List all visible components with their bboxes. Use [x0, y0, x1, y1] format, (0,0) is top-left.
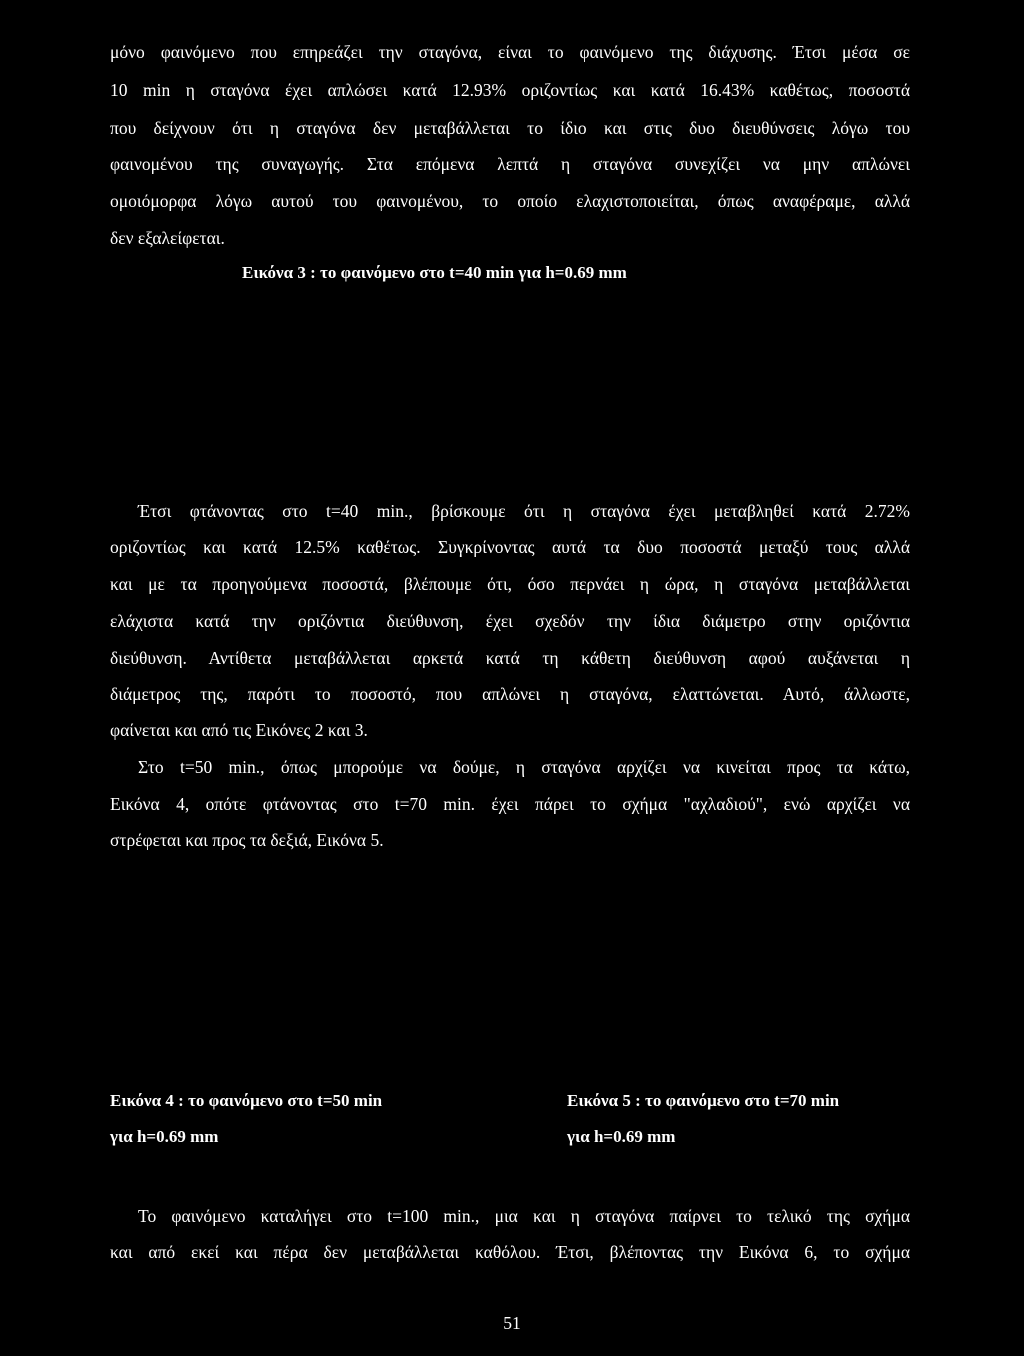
paragraph-1-line-5: ομοιόμορφα λόγω αυτού του φαινομένου, το οποίο ελαχιστοποιείται, όπως αναφέραμε, αλλά — [110, 191, 910, 211]
paragraph-1-line-4: φαινομένου της συναγωγής. Στα επόμενα λεπτά η σταγόνα συνεχίζει να μην απλώνει — [110, 154, 910, 174]
paragraph-2-line-4: ελάχιστα κατά την οριζόντια διεύθυνση, έχει σχεδόν την ίδια διάμετρο στην οριζόντια — [110, 611, 910, 631]
page-number: 51 — [503, 1313, 521, 1333]
paragraph-1-line-6: δεν εξαλείφεται. — [110, 228, 225, 248]
paragraph-2-line-7: φαίνεται και από τις Εικόνες 2 και 3. — [110, 720, 368, 740]
paragraph-4-line-2: και από εκεί και πέρα δεν μεταβάλλεται καθόλου. Έτσι, βλέποντας την Εικόνα 6, το σχήμα — [110, 1242, 910, 1262]
figure-4-caption-line-1: Εικόνα 4 : το φαινόμενο στο t=50 min — [110, 1091, 383, 1110]
figure-5-caption-line-2: για h=0.69 mm — [567, 1127, 676, 1146]
paragraph-1-line-1: μόνο φαινόμενο που επηρεάζει την σταγόνα, είναι το φαινόμενο της διάχυσης. Έτσι μέσα σε — [110, 42, 910, 62]
paragraph-3-line-1: Στο t=50 min., όπως μπορούμε να δούμε, η σταγόνα αρχίζει να κινείται προς τα κάτω, — [138, 757, 910, 777]
paragraph-2-line-2: οριζοντίως και κατά 12.5% καθέτως. Συγκρίνοντας αυτά τα δυο ποσοστά μεταξύ τους αλλά — [110, 537, 910, 557]
figure-4-caption-line-2: για h=0.69 mm — [110, 1127, 219, 1146]
paragraph-2-line-5: διεύθυνση. Αντίθετα μεταβάλλεται αρκετά κατά τη κάθετη διεύθυνση αφού αυξάνεται η — [110, 648, 910, 668]
paragraph-1-line-2: 10 min η σταγόνα έχει απλώσει κατά 12.93% οριζοντίως και κατά 16.43% καθέτως, ποσοστά — [110, 80, 910, 100]
figure-3-caption: Εικόνα 3 : το φαινόμενο στο t=40 min για h=0.69 mm — [242, 263, 627, 282]
paragraph-1-line-3: που δείχνουν ότι η σταγόνα δεν μεταβάλλεται το ίδιο και στις δυο διευθύνσεις λόγω του — [110, 118, 910, 138]
paragraph-3-line-3: στρέφεται και προς τα δεξιά, Εικόνα 5. — [110, 830, 384, 850]
paragraph-2-line-6: διάμετρος της, παρότι το ποσοστό, που απλώνει η σταγόνα, ελαττώνεται. Αυτό, άλλωστε, — [110, 684, 910, 704]
paragraph-2-line-3: και με τα προηγούμενα ποσοστά, βλέπουμε ότι, όσο περνάει η ώρα, η σταγόνα μεταβάλλεται — [110, 574, 910, 594]
paragraph-2-line-1: Έτσι φτάνοντας στο t=40 min., βρίσκουμε ότι η σταγόνα έχει μεταβληθεί κατά 2.72% — [138, 501, 910, 521]
paragraph-3-line-2: Εικόνα 4, οπότε φτάνοντας στο t=70 min. έχει πάρει το σχήμα "αχλαδιού", ενώ αρχίζει να — [110, 794, 910, 814]
paragraph-4-line-1: Το φαινόμενο καταλήγει στο t=100 min., μια και η σταγόνα παίρνει το τελικό της σχήμα — [138, 1206, 910, 1226]
figure-5-caption-line-1: Εικόνα 5 : το φαινόμενο στο t=70 min — [567, 1091, 840, 1110]
